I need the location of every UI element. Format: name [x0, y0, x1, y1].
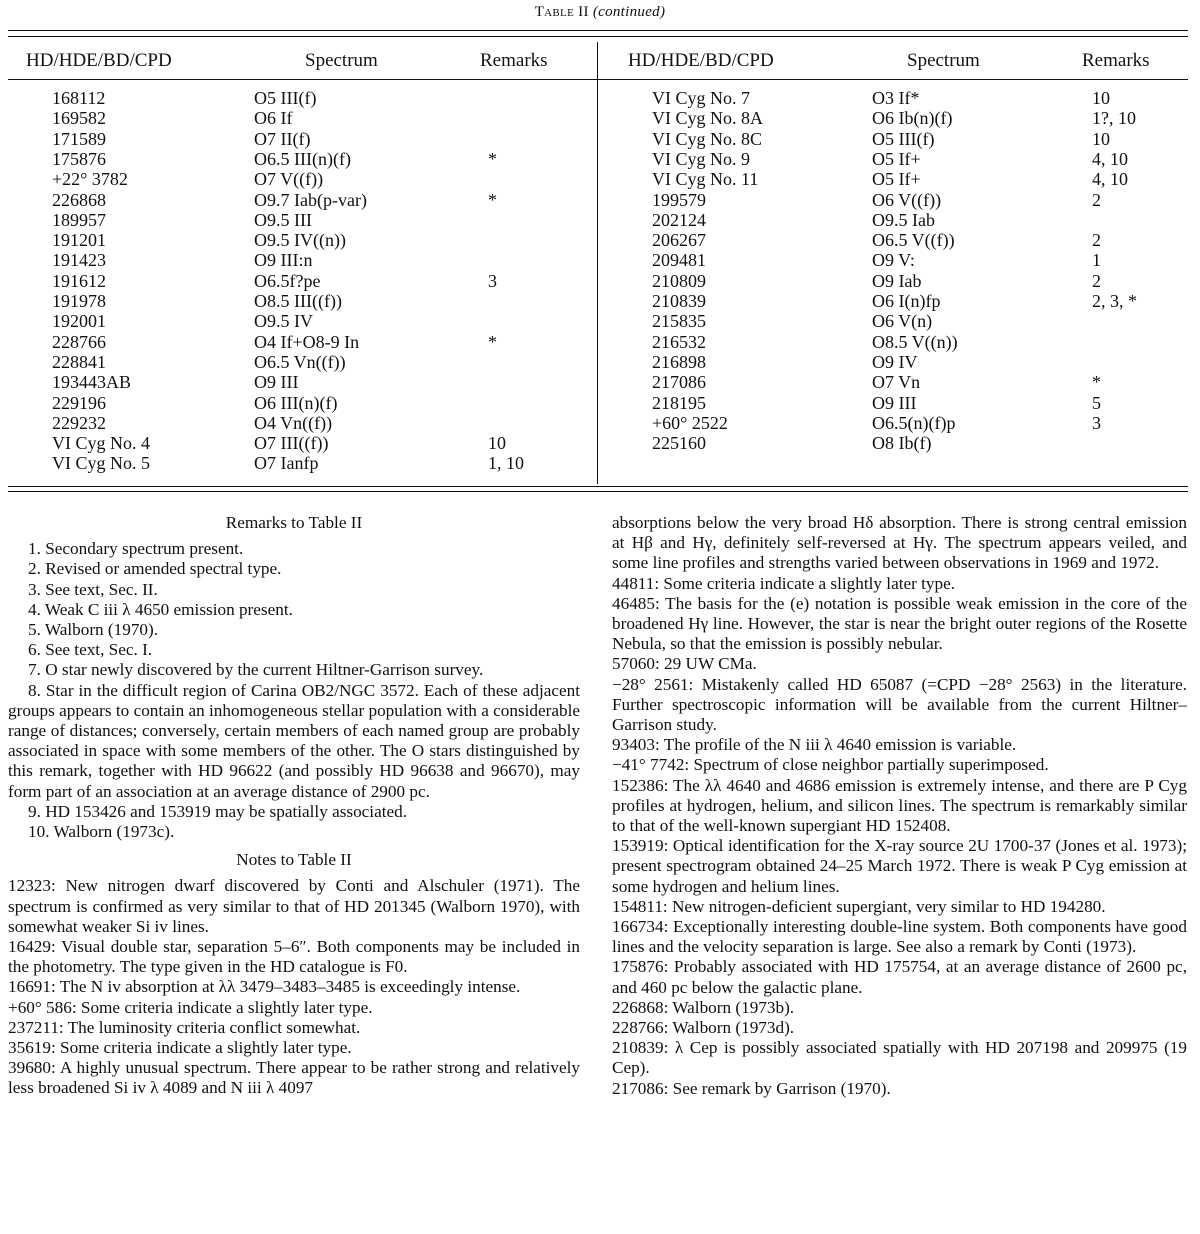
bottom-rule-2 — [8, 491, 1188, 492]
remarks-cell: 3 — [1092, 412, 1101, 433]
note-item: 153919: Optical identification for the X-ray source 2U 1700-37 (Jones et al. 1973); present spectrogram obtained 24–25 March 1972. There is weak P Cyg emission at some hydrogen and helium lines. — [612, 836, 1187, 896]
spectral-type: O9.5 IV((n)) — [254, 230, 346, 251]
spectral-type: O5 III(f) — [872, 128, 935, 149]
note-item: 12323: New nitrogen dwarf discovered by Conti and Alschuler (1971). The spectrum is confirmed as very similar to that of HD 201345 (Walborn 1970), with somewhat weaker Si iv lines. — [8, 876, 580, 936]
remarks-cell: 4, 10 — [1092, 148, 1128, 169]
note-item: 154811: New nitrogen-deficient supergiant, very similar to HD 194280. — [612, 896, 1106, 916]
star-id: 225160 — [652, 433, 706, 454]
spectral-type: O6.5 Vn((f)) — [254, 351, 346, 372]
star-id: +22° 3782 — [52, 169, 128, 190]
star-id: 169582 — [52, 108, 106, 129]
star-id: 228766 — [52, 331, 106, 352]
spectral-type: O4 Vn((f)) — [254, 412, 333, 433]
note-item: 166734: Exceptionally interesting double-line system. Both components have good lines and the velocity separation is large. See also a remark by Conti (1973). — [612, 917, 1187, 957]
top-rule-1 — [8, 30, 1188, 31]
remarks-cell: 1 — [1092, 250, 1101, 271]
note-item: −41° 7742: Spectrum of close neighbor partially superimposed. — [612, 755, 1049, 775]
bottom-rule-1 — [8, 486, 1188, 487]
spectral-type: O9 Iab — [872, 270, 922, 291]
star-id: VI Cyg No. 7 — [652, 88, 750, 108]
remarks-section — [8, 513, 580, 1099]
remarks-cell: 2 — [1092, 189, 1101, 210]
spectral-type: O9.7 Iab(p-var) — [254, 189, 367, 210]
notes-right-list — [612, 513, 1187, 1099]
spectral-type: O7 II(f) — [254, 128, 311, 149]
notes-title: Notes to Table II — [236, 850, 352, 870]
spectral-type: O6 III(n)(f) — [254, 392, 338, 413]
star-id: +60° 2522 — [652, 412, 728, 433]
column-divider — [597, 42, 598, 484]
note-item: 217086: See remark by Garrison (1970). — [612, 1078, 891, 1098]
remarks-list — [8, 539, 580, 842]
remarks-cell: 10 — [1092, 88, 1110, 108]
remarks-cell: 1?, 10 — [1092, 108, 1136, 129]
note-item: 39680: A highly unusual spectrum. There appear to be rather strong and relatively less broadened Si iv λ 4089 and N iii λ 4097 — [8, 1058, 580, 1098]
remarks-cell: 10 — [1092, 128, 1110, 149]
spectral-type: O9.5 Iab — [872, 209, 935, 230]
spectral-type: O6 If — [254, 108, 293, 129]
spectral-type: O4 If+O8-9 In — [254, 331, 360, 352]
caption-label: Table II — [534, 4, 589, 20]
star-id: 218195 — [652, 392, 706, 413]
spectral-type: O8.5 III((f)) — [254, 291, 342, 311]
remarks-cell: 10 — [488, 433, 506, 454]
note-item: 210839: λ Cep is possibly associated spatially with HD 207198 and 209975 (19 Cep). — [612, 1038, 1187, 1078]
remark-item: 5. Walborn (1970). — [28, 620, 159, 640]
right-header-remarks: Remarks — [1082, 50, 1150, 71]
note-item: 44811: Some criteria indicate a slightly later type. — [612, 573, 956, 593]
star-id: 228841 — [52, 351, 106, 372]
spectral-type: O8 Ib(f) — [872, 433, 932, 454]
note-item: 35619: Some criteria indicate a slightly later type. — [8, 1038, 352, 1058]
star-id: 217086 — [652, 372, 706, 393]
spectral-type: O6.5f?pe — [254, 270, 321, 291]
right-header-spectrum: Spectrum — [907, 50, 980, 71]
note-item: +60° 586: Some criteria indicate a slightly later type. — [8, 997, 373, 1017]
remark-item: 4. Weak C iii λ 4650 emission present. — [28, 599, 293, 619]
note-item: −28° 2561: Mistakenly called HD 65087 (=CPD −28° 2563) in the literature. Further spectroscopic information will be available from the current Hiltner–Garrison study. — [612, 674, 1187, 735]
spectral-type: O5 If+ — [872, 169, 921, 190]
spectral-type: O9 III — [872, 392, 917, 413]
star-id: 191612 — [52, 270, 106, 291]
star-id: 191201 — [52, 230, 106, 251]
remark-item: 8. Star in the difficult region of Carina OB2/NGC 3572. Each of these adjacent groups appears to contain an inhomogeneous stellar population with a considerable range of distances; conversely, certain members of each named group are probably associated in space with some members of the other. The O stars distinguished by this remark, together with HD 96622 (and possibly HD 96638 and 96670), may form part of an association at an average distance of 2900 pc. — [8, 680, 580, 801]
remark-item: 6. See text, Sec. I. — [28, 640, 153, 660]
note-item: 16429: Visual double star, separation 5–6″. Both components may be included in the photometry. The type given in the HD catalogue is F0. — [8, 937, 580, 977]
notes-right-section — [612, 513, 1187, 1099]
star-id: 206267 — [652, 230, 706, 251]
star-id: 168112 — [52, 88, 106, 108]
spectral-type: O6 V((f)) — [872, 189, 942, 210]
note-item: 226868: Walborn (1973b). — [612, 997, 795, 1017]
note-item: 228766: Walborn (1973d). — [612, 1018, 795, 1038]
remarks-cell: * — [488, 189, 497, 210]
remarks-title: Remarks to Table II — [225, 513, 363, 532]
note-item: 46485: The basis for the (e) notation is possible weak emission in the core of the broadened Hγ line. However, the star is near the bright outer regions of the Rosette Nebula, so that the emission is possibly nebular. — [612, 593, 1187, 654]
remark-item: 10. Walborn (1973c). — [28, 822, 175, 842]
spectral-type: O5 If+ — [872, 148, 921, 169]
spectral-type: O9.5 IV — [254, 311, 313, 332]
spectral-type: O6.5(n)(f)p — [872, 412, 956, 433]
note-item: 175876: Probably associated with HD 175754, at an average distance of 2600 pc, and 460 pc below the galactic plane. — [612, 957, 1187, 997]
remark-item: 7. O star newly discovered by the current Hiltner-Garrison survey. — [28, 660, 484, 680]
remark-item: 2. Revised or amended spectral type. — [28, 559, 282, 579]
header-rule — [8, 79, 1188, 80]
star-id: 192001 — [52, 311, 106, 332]
left-header-id: HD/HDE/BD/CPD — [26, 50, 172, 71]
spectral-type: O3 If* — [872, 88, 920, 108]
spectral-type: O7 Vn — [872, 372, 921, 393]
star-id: 210809 — [652, 270, 706, 291]
remarks-cell: 2 — [1092, 270, 1101, 291]
spectral-type: O6 V(n) — [872, 311, 933, 332]
spectral-type: O9 V: — [872, 250, 915, 271]
note-item: 57060: 29 UW CMa. — [612, 654, 757, 674]
star-id: VI Cyg No. 8A — [652, 108, 763, 129]
star-id: 193443AB — [52, 372, 132, 393]
spectral-type: O6.5 III(n)(f) — [254, 148, 351, 169]
spectral-type: O6 Ib(n)(f) — [872, 108, 953, 129]
remarks-cell: * — [1092, 372, 1101, 393]
note-item: 93403: The profile of the N iii λ 4640 emission is variable. — [612, 735, 1017, 755]
star-id: 175876 — [52, 148, 106, 169]
left-header-remarks: Remarks — [480, 50, 548, 71]
star-id: VI Cyg No. 4 — [52, 433, 150, 454]
notes-left-list — [8, 876, 580, 1098]
spectral-type: O7 V((f)) — [254, 169, 324, 190]
right-header-id: HD/HDE/BD/CPD — [628, 50, 774, 71]
remarks-cell: 2 — [1092, 230, 1101, 251]
spectral-type: O7 Ianfp — [254, 453, 319, 474]
star-id: 189957 — [52, 209, 106, 230]
left-header-spectrum: Spectrum — [305, 50, 378, 71]
note-item: 152386: The λλ 4640 and 4686 emission is extremely intense, and there are P Cyg profiles at hydrogen, helium, and silicon lines. The spectrum is remarkably similar to that of the well-known supergiant HD 152408. — [612, 775, 1187, 836]
caption-suffix: (continued) — [592, 4, 666, 20]
star-id: 216532 — [652, 331, 706, 352]
star-id: VI Cyg No. 8C — [652, 128, 763, 149]
note-item: 237211: The luminosity criteria conflict somewhat. — [8, 1017, 361, 1037]
top-rule-2 — [8, 36, 1188, 37]
spectral-type: O9 III:n — [254, 250, 313, 271]
star-id: 202124 — [652, 209, 706, 230]
star-id: 191423 — [52, 250, 106, 271]
note-item: absorptions below the very broad Hδ absorption. There is strong central emission at Hβ and Hγ, definitely self-reversed at Hγ. The spectrum appears veiled, and some line profiles and strengths varied between observations in 1969 and 1972. — [612, 513, 1187, 573]
spectral-type: O6 I(n)fp — [872, 291, 941, 311]
star-id: VI Cyg No. 11 — [652, 169, 759, 190]
star-id: 191978 — [52, 291, 106, 311]
star-id: 215835 — [652, 311, 706, 332]
remarks-cell: 2, 3, * — [1092, 291, 1137, 311]
remark-item: 1. Secondary spectrum present. — [28, 539, 244, 559]
remarks-cell: 5 — [1092, 392, 1101, 413]
table-caption — [0, 4, 1200, 21]
spectral-type: O9.5 III — [254, 209, 312, 230]
star-id: 229196 — [52, 392, 106, 413]
note-item: 16691: The N iv absorption at λλ 3479–3483–3485 is exceedingly intense. — [8, 977, 521, 997]
remark-item: 3. See text, Sec. II. — [28, 579, 158, 599]
spectral-type: O9 III — [254, 372, 299, 393]
star-id: 229232 — [52, 412, 106, 433]
remarks-cell: 4, 10 — [1092, 169, 1128, 190]
remarks-cell: * — [488, 331, 497, 352]
star-id: 226868 — [52, 189, 106, 210]
star-id: VI Cyg No. 9 — [652, 148, 750, 169]
spectral-type: O8.5 V((n)) — [872, 331, 958, 352]
spectral-type: O5 III(f) — [254, 88, 317, 108]
star-id: 199579 — [652, 189, 706, 210]
spectral-type: O6.5 V((f)) — [872, 230, 955, 251]
star-id: 171589 — [52, 128, 106, 149]
spectral-type: O9 IV — [872, 351, 918, 372]
star-id: 216898 — [652, 351, 706, 372]
star-id: 209481 — [652, 250, 706, 271]
star-id: 210839 — [652, 291, 706, 311]
remarks-cell: * — [488, 148, 497, 169]
spectral-type: O7 III((f)) — [254, 433, 329, 454]
remark-item: 9. HD 153426 and 153919 may be spatially associated. — [28, 801, 408, 821]
remarks-cell: 3 — [488, 270, 497, 291]
remarks-cell: 1, 10 — [488, 453, 524, 474]
star-id: VI Cyg No. 5 — [52, 453, 150, 474]
